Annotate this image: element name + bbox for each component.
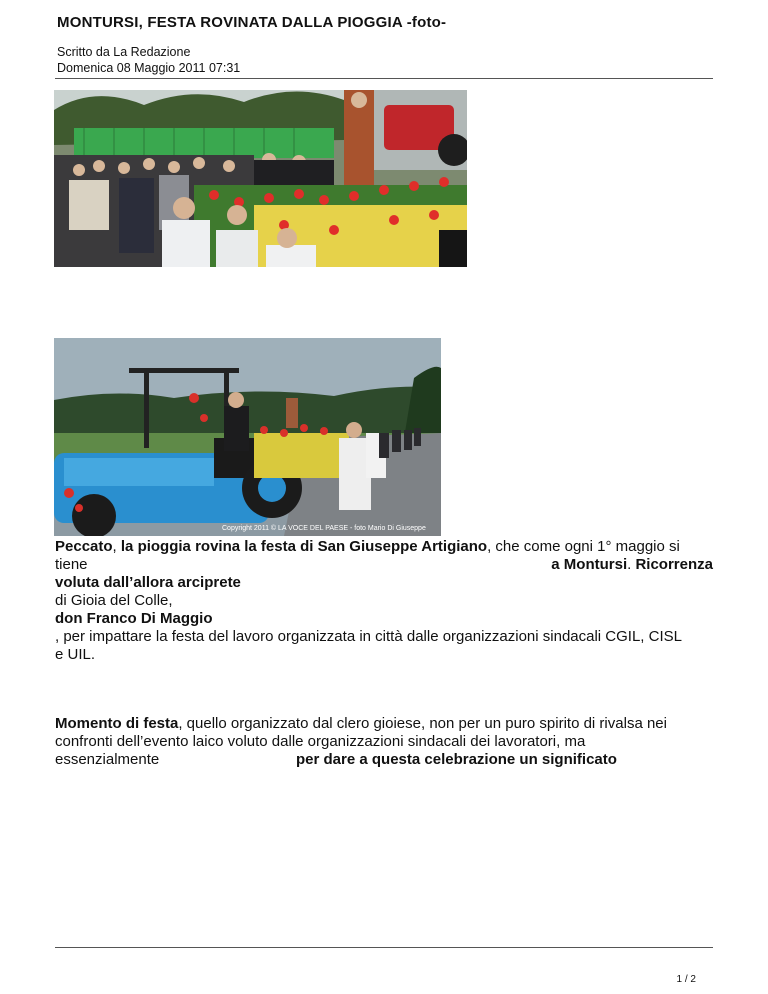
text-a-montursi: a Montursi [551,556,628,573]
paragraph-1-line-6 [55,628,713,646]
paragraph-2-line-3 [55,751,713,769]
procession-photo-2 [54,338,441,536]
paragraph-1-line-4 [55,592,713,610]
text-don-franco: don Franco Di Maggio [55,610,213,627]
procession-photo-1 [54,90,467,267]
text-significato: per dare a questa celebrazione un significato [296,751,617,768]
text-headline-highlight: la pioggia rovina la festa di San Giuseppe Artigiano [120,538,488,555]
text-right-run [551,556,713,574]
procession-photo-2-image [54,338,441,536]
page-number: 1 / 2 [676,974,696,985]
text-fragment: , quello organizzato dal clero gioiese, non per un puro spirito di rivalsa nei [178,715,667,732]
text-fragment: , che come ogni 1° maggio si [487,538,680,555]
text-voluta: voluta dall’allora arciprete [55,574,241,591]
paragraph-1 [55,538,713,664]
text-fragment: , per impattare la festa del lavoro organizzata in città dalle organizzazioni sindacali CGIL, CISL [55,628,682,645]
article-title: MONTURSI, FESTA ROVINATA DALLA PIOGGIA -foto- [57,14,447,31]
paragraph-2-line-1 [55,715,713,733]
photo-2-caption: Copyright 2011 © LA VOCE DEL PAESE - foto Mario Di Giuseppe [222,525,426,532]
paragraph-1-line-3 [55,574,713,592]
text-momento-di-festa: Momento di festa [55,715,179,732]
text-peccato: Peccato [55,538,113,555]
text-fragment: e UIL. [55,646,96,663]
paragraph-2 [55,715,713,769]
footer-divider [55,947,713,948]
paragraph-1-line-1 [55,538,713,556]
paragraph-2-line-2 [55,733,713,751]
text-fragment: essenzialmente [55,751,160,768]
article-author: Scritto da La Redazione [57,45,191,59]
text-ricorrenza: Ricorrenza [635,556,713,573]
procession-photo-1-image [54,90,467,267]
text-separator: , [112,538,121,555]
paragraph-1-line-7 [55,646,713,664]
paragraph-1-line-5 [55,610,713,628]
paragraph-1-line-2 [55,556,713,574]
text-separator: . [627,556,636,573]
header-divider [55,78,713,79]
text-fragment: di Gioia del Colle, [55,592,173,609]
text-fragment: confronti dell’evento laico voluto dalle organizzazioni sindacali dei lavoratori, ma [55,733,586,750]
article-date: Domenica 08 Maggio 2011 07:31 [57,61,241,75]
text-fragment: tiene [55,556,88,573]
